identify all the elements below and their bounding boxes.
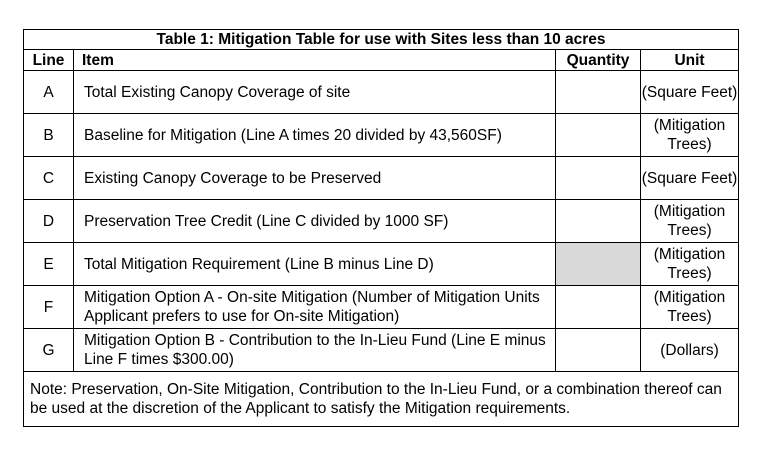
mitigation-table [23,29,739,427]
table-row [24,329,739,372]
row-unit: (Mitigation Trees) [641,243,739,286]
row-item: Preservation Tree Credit (Line C divided by 1000 SF) [74,200,556,243]
row-unit: (Square Feet) [641,71,739,114]
header-unit: Unit [641,50,739,71]
row-quantity-input[interactable] [556,329,641,372]
header-row [24,50,739,71]
row-quantity-input[interactable] [556,71,641,114]
table-row [24,114,739,157]
table-title: Table 1: Mitigation Table for use with Sites less than 10 acres [24,30,739,50]
table-row [24,157,739,200]
table-row [24,71,739,114]
row-line: A [24,71,74,114]
row-unit: (Mitigation Trees) [641,286,739,329]
row-quantity-input[interactable] [556,200,641,243]
row-line: E [24,243,74,286]
row-line: C [24,157,74,200]
table-row [24,286,739,329]
row-unit: (Mitigation Trees) [641,200,739,243]
row-item: Total Existing Canopy Coverage of site [74,71,556,114]
row-quantity-input[interactable] [556,243,641,286]
note-row [24,372,739,427]
row-quantity-input[interactable] [556,114,641,157]
row-unit: (Dollars) [641,329,739,372]
row-unit: (Square Feet) [641,157,739,200]
row-line: G [24,329,74,372]
header-item: Item [74,50,556,71]
row-line: D [24,200,74,243]
row-item: Existing Canopy Coverage to be Preserved [74,157,556,200]
header-line: Line [24,50,74,71]
table-row [24,243,739,286]
row-line: F [24,286,74,329]
row-quantity-input[interactable] [556,286,641,329]
row-item: Mitigation Option A - On-site Mitigation (Number of Mitigation Units Applicant prefers to use for On-site Mitigation) [74,286,556,329]
row-item: Total Mitigation Requirement (Line B minus Line D) [74,243,556,286]
row-unit: (Mitigation Trees) [641,114,739,157]
row-quantity-input[interactable] [556,157,641,200]
row-line: B [24,114,74,157]
row-item: Mitigation Option B - Contribution to the In-Lieu Fund (Line E minus Line F times $300.00) [74,329,556,372]
header-quantity: Quantity [556,50,641,71]
table-note: Note: Preservation, On-Site Mitigation, Contribution to the In-Lieu Fund, or a combination thereof can be used at the discretion of the Applicant to satisfy the Mitigation requirements. [24,372,739,427]
table-row [24,200,739,243]
row-item: Baseline for Mitigation (Line A times 20 divided by 43,560SF) [74,114,556,157]
